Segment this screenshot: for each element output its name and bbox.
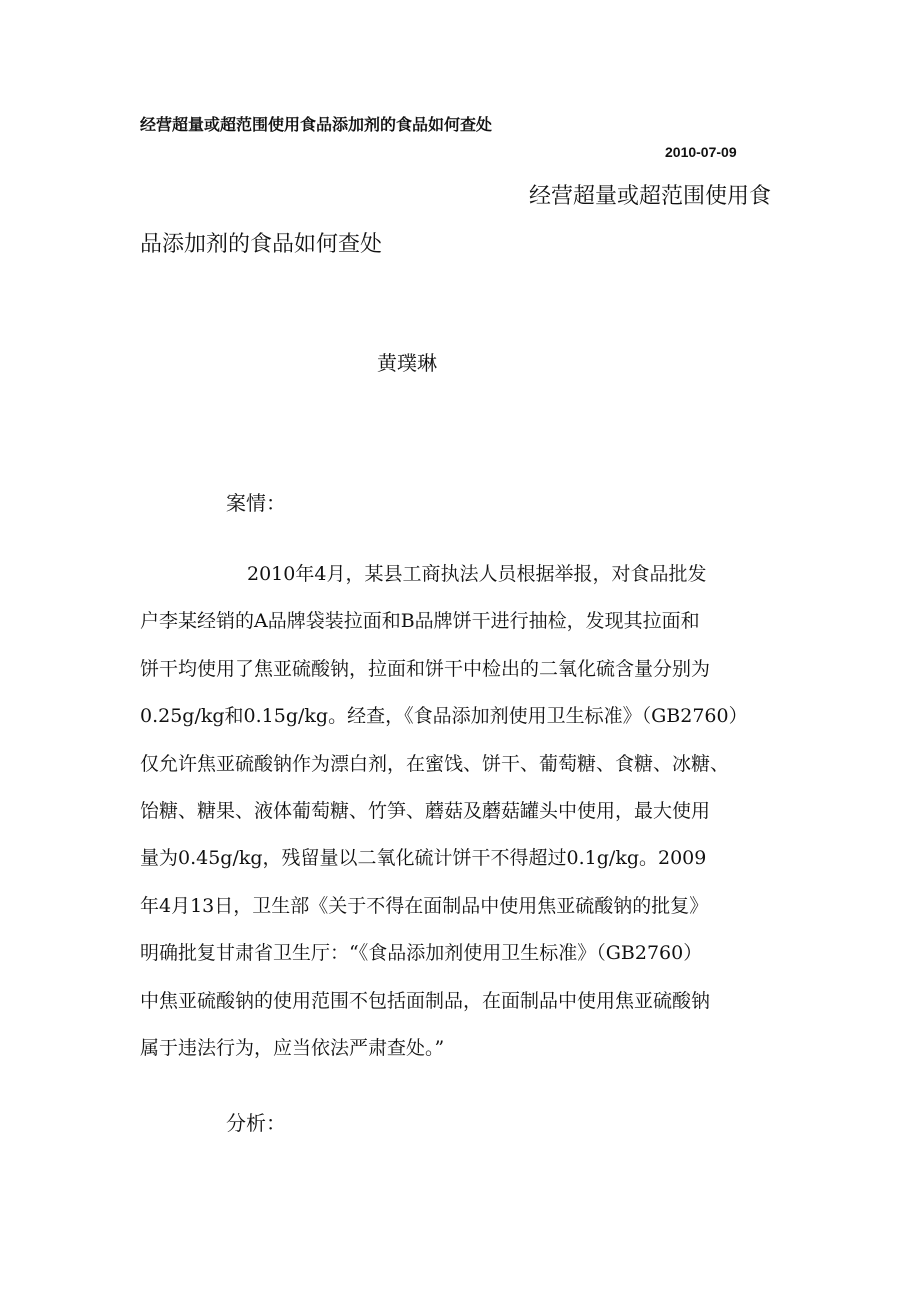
analysis-heading: 分析： — [226, 1111, 286, 1135]
case-line: 仅允许焦亚硫酸钠作为漂白剂，在蜜饯、饼干、葡萄糖、食糖、冰糖、 — [140, 752, 730, 775]
author-name: 黄璞琳 — [377, 351, 437, 375]
header-title: 经营超量或超范围使用食品添加剂的食品如何查处 — [140, 115, 493, 134]
case-line: 量为0.45g/kg，残留量以二氧化硫计饼干不得超过0.1g/kg。2009 — [140, 847, 707, 870]
case-line: 饼干均使用了焦亚硫酸钠，拉面和饼干中检出的二氧化硫含量分别为 — [140, 657, 711, 680]
case-line: 0.25g/kg和0.15g/kg。经查，《食品添加剂使用卫生标准》（GB2760） — [140, 705, 748, 728]
case-line: 属于违法行为，应当依法严肃查处。” — [140, 1036, 445, 1059]
case-body — [140, 551, 785, 1072]
case-line: 明确批复甘肃省卫生厅：“《食品添加剂使用卫生标准》（GB2760） — [140, 942, 703, 965]
case-line: 饴糖、糖果、液体葡萄糖、竹笋、蘑菇及蘑菇罐头中使用，最大使用 — [140, 799, 711, 822]
document-title-line-1: 经营超量或超范围使用食 — [529, 184, 772, 209]
case-line: 中焦亚硫酸钠的使用范围不包括面制品，在面制品中使用焦亚硫酸钠 — [140, 989, 711, 1012]
case-line: 2010年4月，某县工商执法人员根据举报，对食品批发 — [247, 563, 707, 585]
case-line: 户李某经销的A品牌袋装拉面和B品牌饼干进行抽检，发现其拉面和 — [140, 610, 700, 633]
document-title-line-2: 品添加剂的食品如何查处 — [140, 232, 383, 257]
case-heading: 案情： — [226, 491, 286, 515]
case-line: 年4月13日，卫生部《关于不得在面制品中使用焦亚硫酸钠的批复》 — [140, 894, 709, 917]
publish-date: 2010-07-09 — [665, 144, 737, 160]
